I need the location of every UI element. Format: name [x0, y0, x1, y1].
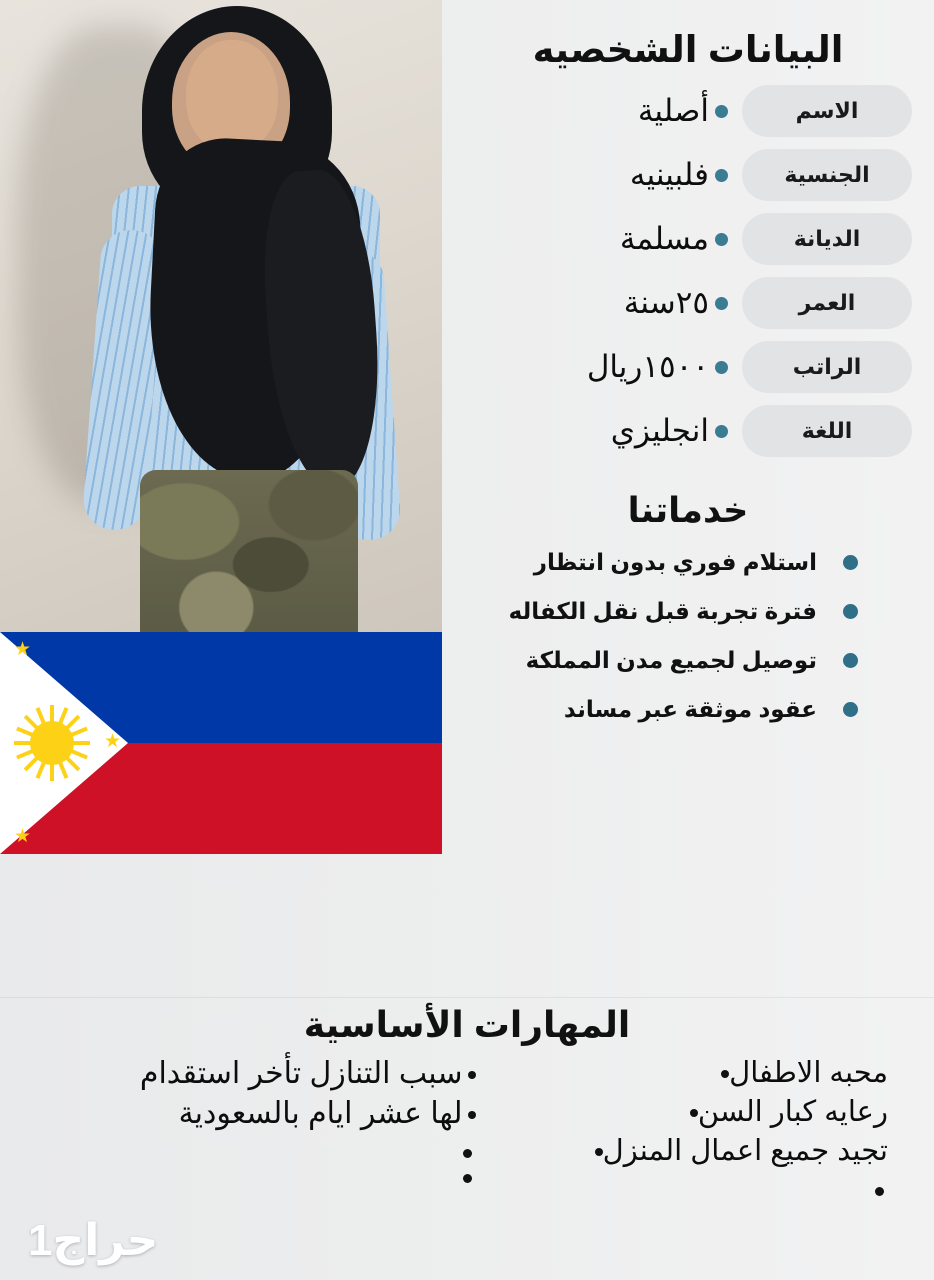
skill-item [486, 1054, 888, 1093]
philippines-flag-icon [0, 632, 442, 854]
note-item-label: سبب التنازل تأخر استقدام [139, 1057, 463, 1090]
skill-item-label: رعايه كبار السن [697, 1095, 888, 1128]
note-item-label: لها عشر ايام بالسعودية [178, 1096, 463, 1130]
field-value-nationality: فلبينيه [629, 157, 709, 192]
service-item [464, 598, 912, 625]
note-item [26, 1054, 476, 1094]
field-row-language [464, 405, 912, 457]
bullet-dot-icon [715, 105, 728, 118]
applicant-photo [0, 0, 442, 640]
field-value-religion: مسلمة [619, 221, 709, 256]
notes-column [26, 1054, 486, 1196]
bullet-dot-icon [463, 1174, 472, 1183]
field-label-age: العمر [742, 277, 912, 329]
field-label-nationality: الجنسية [742, 149, 912, 201]
flag-sun-icon [30, 721, 74, 765]
bullet-dot-icon [843, 702, 858, 717]
skill-item-label: محبه الاطفال [729, 1057, 888, 1089]
field-label-name: الاسم [742, 85, 912, 137]
person-face [186, 40, 278, 152]
watermark: حراج1 [28, 1216, 159, 1265]
bullet-dot-icon [715, 297, 728, 310]
field-value-language: انجليزي [610, 413, 709, 448]
personal-info-title: البيانات الشخصيه [532, 29, 844, 70]
skill-item [486, 1132, 888, 1171]
field-value-age: ٢٥سنة [623, 285, 709, 320]
bullet-dot-icon [843, 653, 858, 668]
service-item [464, 696, 912, 723]
field-row-religion [464, 213, 912, 265]
service-item [464, 647, 912, 674]
flag-star-icon: ★ [14, 639, 32, 660]
service-item [464, 549, 912, 576]
service-item-label: استلام فوري بدون انتظار [533, 549, 817, 575]
flag-star-icon: ★ [14, 826, 32, 847]
service-item-label: عقود موثقة عبر مساند [563, 696, 817, 722]
bullet-dot-icon [715, 233, 728, 246]
field-row-name [464, 85, 912, 137]
services-section [464, 491, 912, 723]
field-value-salary: ١٥٠٠ريال [586, 349, 709, 384]
bullet-dot-icon [843, 555, 858, 570]
flag-star-icon: ★ [104, 731, 122, 752]
skill-item-label: تجيد جميع اعمال المنزل [602, 1134, 888, 1167]
skills-title: المهارات الأساسية [303, 1004, 631, 1045]
skill-item [486, 1093, 888, 1132]
services-title: خدماتنا [627, 491, 749, 530]
field-row-nationality [464, 149, 912, 201]
info-column [442, 0, 934, 1000]
bullet-dot-icon [595, 1148, 603, 1156]
bullet-dot-icon [463, 1149, 472, 1158]
field-label-religion: الديانة [742, 213, 912, 265]
bullet-dot-icon [715, 361, 728, 374]
note-item [26, 1094, 476, 1134]
skills-columns [26, 1054, 908, 1196]
field-label-language: اللغة [742, 405, 912, 457]
person-camo-pants [140, 470, 358, 640]
bullet-dot-icon [468, 1071, 476, 1079]
bullet-dot-icon [468, 1111, 476, 1119]
service-item-label: فترة تجربة قبل نقل الكفاله [508, 598, 817, 624]
bullet-dot-icon [875, 1187, 884, 1196]
field-label-salary: الراتب [742, 341, 912, 393]
bullet-dot-icon [721, 1070, 729, 1078]
skills-list-column [486, 1054, 908, 1196]
field-row-salary [464, 341, 912, 393]
bullet-dot-icon [715, 169, 728, 182]
bullet-dot-icon [690, 1109, 698, 1117]
bullet-dot-icon [843, 604, 858, 619]
field-row-age [464, 277, 912, 329]
bullet-dot-icon [715, 425, 728, 438]
field-value-name: أصلية [637, 93, 709, 128]
service-item-label: توصيل لجميع مدن المملكة [525, 647, 817, 673]
